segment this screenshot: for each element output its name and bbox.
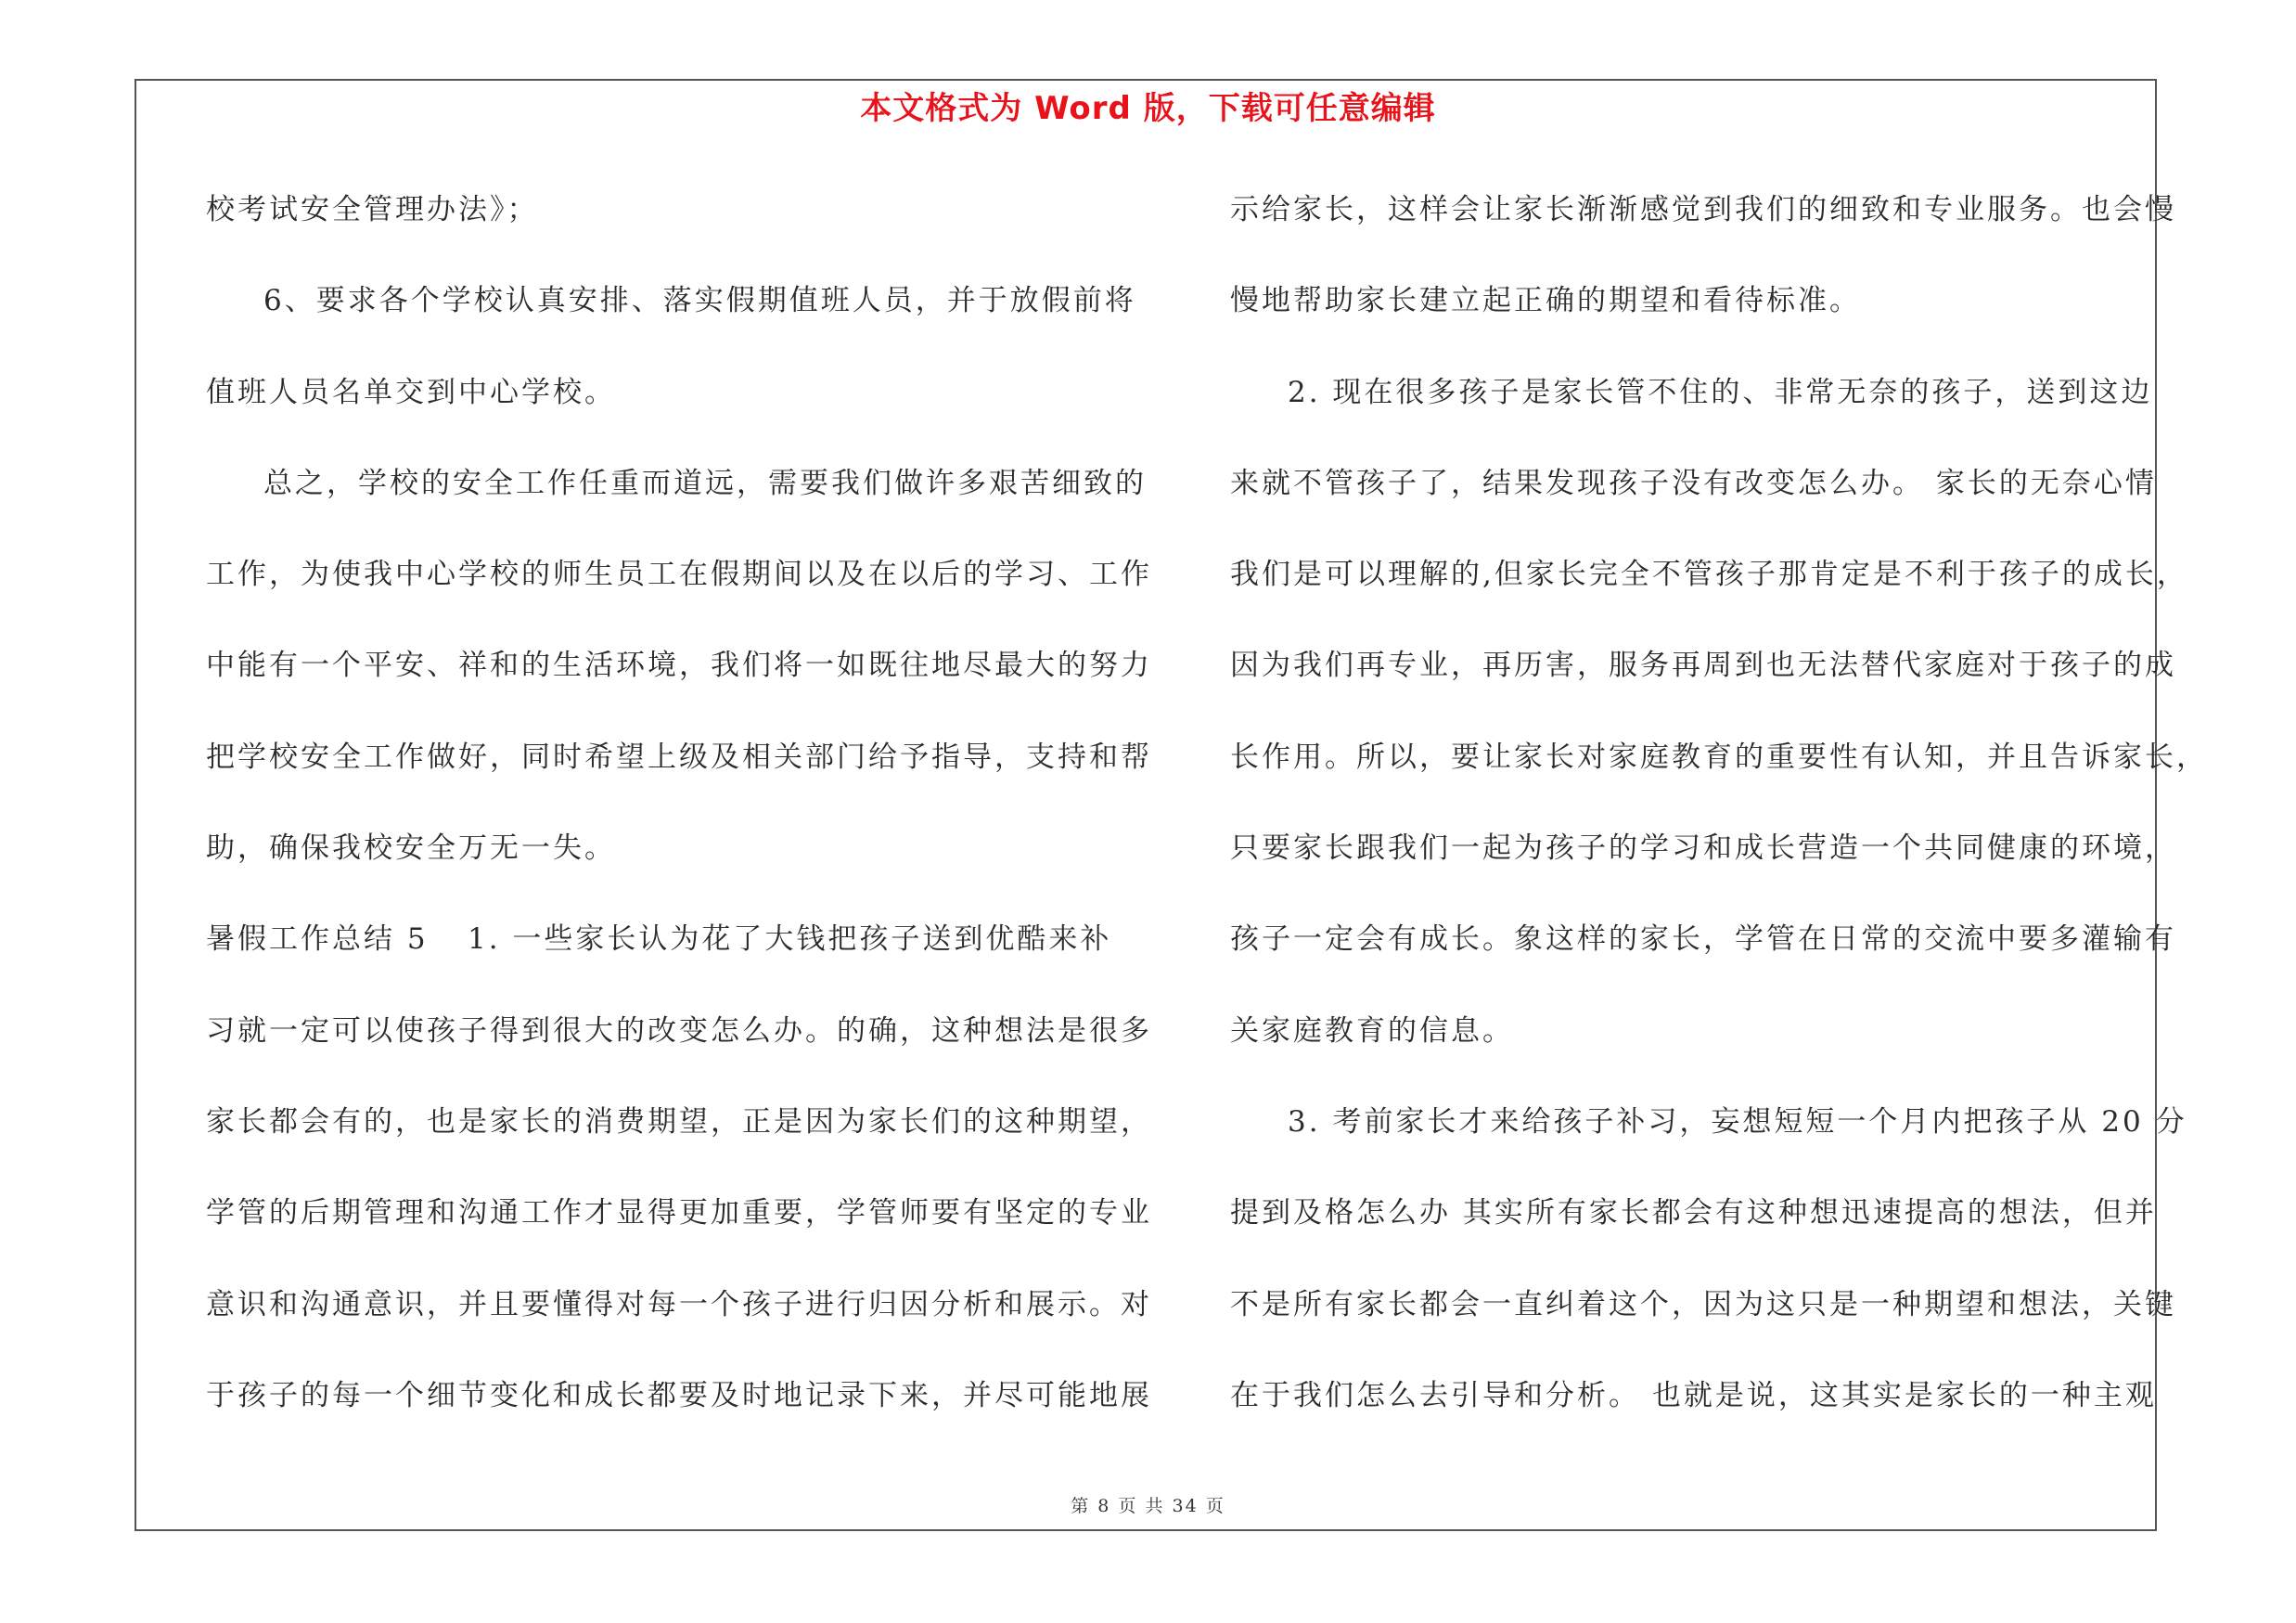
text-line: 孩子一定会有成长。象这样的家长，学管在日常的交流中要多灌输有 (1230, 922, 2176, 957)
section-heading: 暑假工作总结 5 (206, 922, 429, 957)
text-line: 不是所有家长都会一直纠着这个，因为这只是一种期望和想法，关键 (1230, 1287, 2176, 1321)
text-line: 关家庭教育的信息。 (1230, 1013, 1514, 1048)
text-line: 3. 考前家长才来给孩子补习，妄想短短一个月内把孩子从 20 分 (1288, 1104, 2187, 1139)
text-line: 校考试安全管理办法》； (206, 193, 539, 226)
text-line: 家长都会有的，也是家长的消费期望，正是因为家长们的这种期望， (206, 1104, 1152, 1139)
text-line: 来就不管孩子了，结果发现孩子没有改变怎么办。 家长的无奈心情 (1230, 466, 2157, 500)
page-number: 第 8 页 共 34 页 (1071, 1496, 1225, 1516)
text-line: 中能有一个平安、祥和的生活环境，我们将一如既往地尽最大的努力 (206, 649, 1152, 683)
text-line: 助，确保我校安全万无一失。 (206, 831, 616, 866)
text-line: 学管的后期管理和沟通工作才显得更加重要，学管师要有坚定的专业 (206, 1196, 1152, 1230)
text-line: 只要家长跟我们一起为孩子的学习和成长营造一个共同健康的环境， (1230, 831, 2176, 866)
text-line: 习就一定可以使孩子得到很大的改变怎么办。的确，这种想法是很多 (206, 1013, 1152, 1048)
text-line: 示给家长，这样会让家长渐渐感觉到我们的细致和专业服务。也会慢 (1230, 193, 2176, 226)
text-line: 工作，为使我中心学校的师生员工在假期间以及在以后的学习、工作 (206, 558, 1152, 592)
section-heading-line (206, 911, 1134, 1002)
text-line: 提到及格怎么办 其实所有家长都会有这种想迅速提高的想法，但并 (1230, 1196, 2157, 1230)
format-banner: 本文格式为 Word 版，下载可任意编辑 (860, 90, 1436, 127)
text-line: 2. 现在很多孩子是家长管不住的、非常无奈的孩子，送到这边 (1288, 375, 2153, 409)
text-line: 我们是可以理解的,但家长完全不管孩子那肯定是不利于孩子的成长， (1230, 558, 2188, 592)
text-line: 6、要求各个学校认真安排、落实假期值班人员，并于放假前将 (263, 284, 1136, 318)
text-span: 1. 一些家长认为花了大钱把孩子送到优酷来补 (468, 922, 1112, 957)
text-line: 因为我们再专业，再历害，服务再周到也无法替代家庭对于孩子的成 (1230, 649, 2176, 683)
text-line: 把学校安全工作做好，同时希望上级及相关部门给予指导，支持和帮 (206, 740, 1152, 774)
text-line: 于孩子的每一个细节变化和成长都要及时地记录下来，并尽可能地展 (206, 1378, 1152, 1412)
text-line: 在于我们怎么去引导和分析。 也就是说，这其实是家长的一种主观 (1230, 1378, 2157, 1412)
left-column (206, 182, 1152, 1459)
text-line: 意识和沟通意识，并且要懂得对每一个孩子进行归因分析和展示。对 (206, 1287, 1152, 1321)
text-line: 慢地帮助家长建立起正确的期望和看待标准。 (1230, 284, 1861, 318)
right-column (1230, 182, 2208, 1459)
text-line: 长作用。所以，要让家长对家庭教育的重要性有认知，并且告诉家长， (1230, 740, 2208, 774)
text-line: 值班人员名单交到中心学校。 (206, 375, 616, 409)
text-line: 总之，学校的安全工作任重而道远，需要我们做许多艰苦细致的 (263, 466, 1147, 500)
